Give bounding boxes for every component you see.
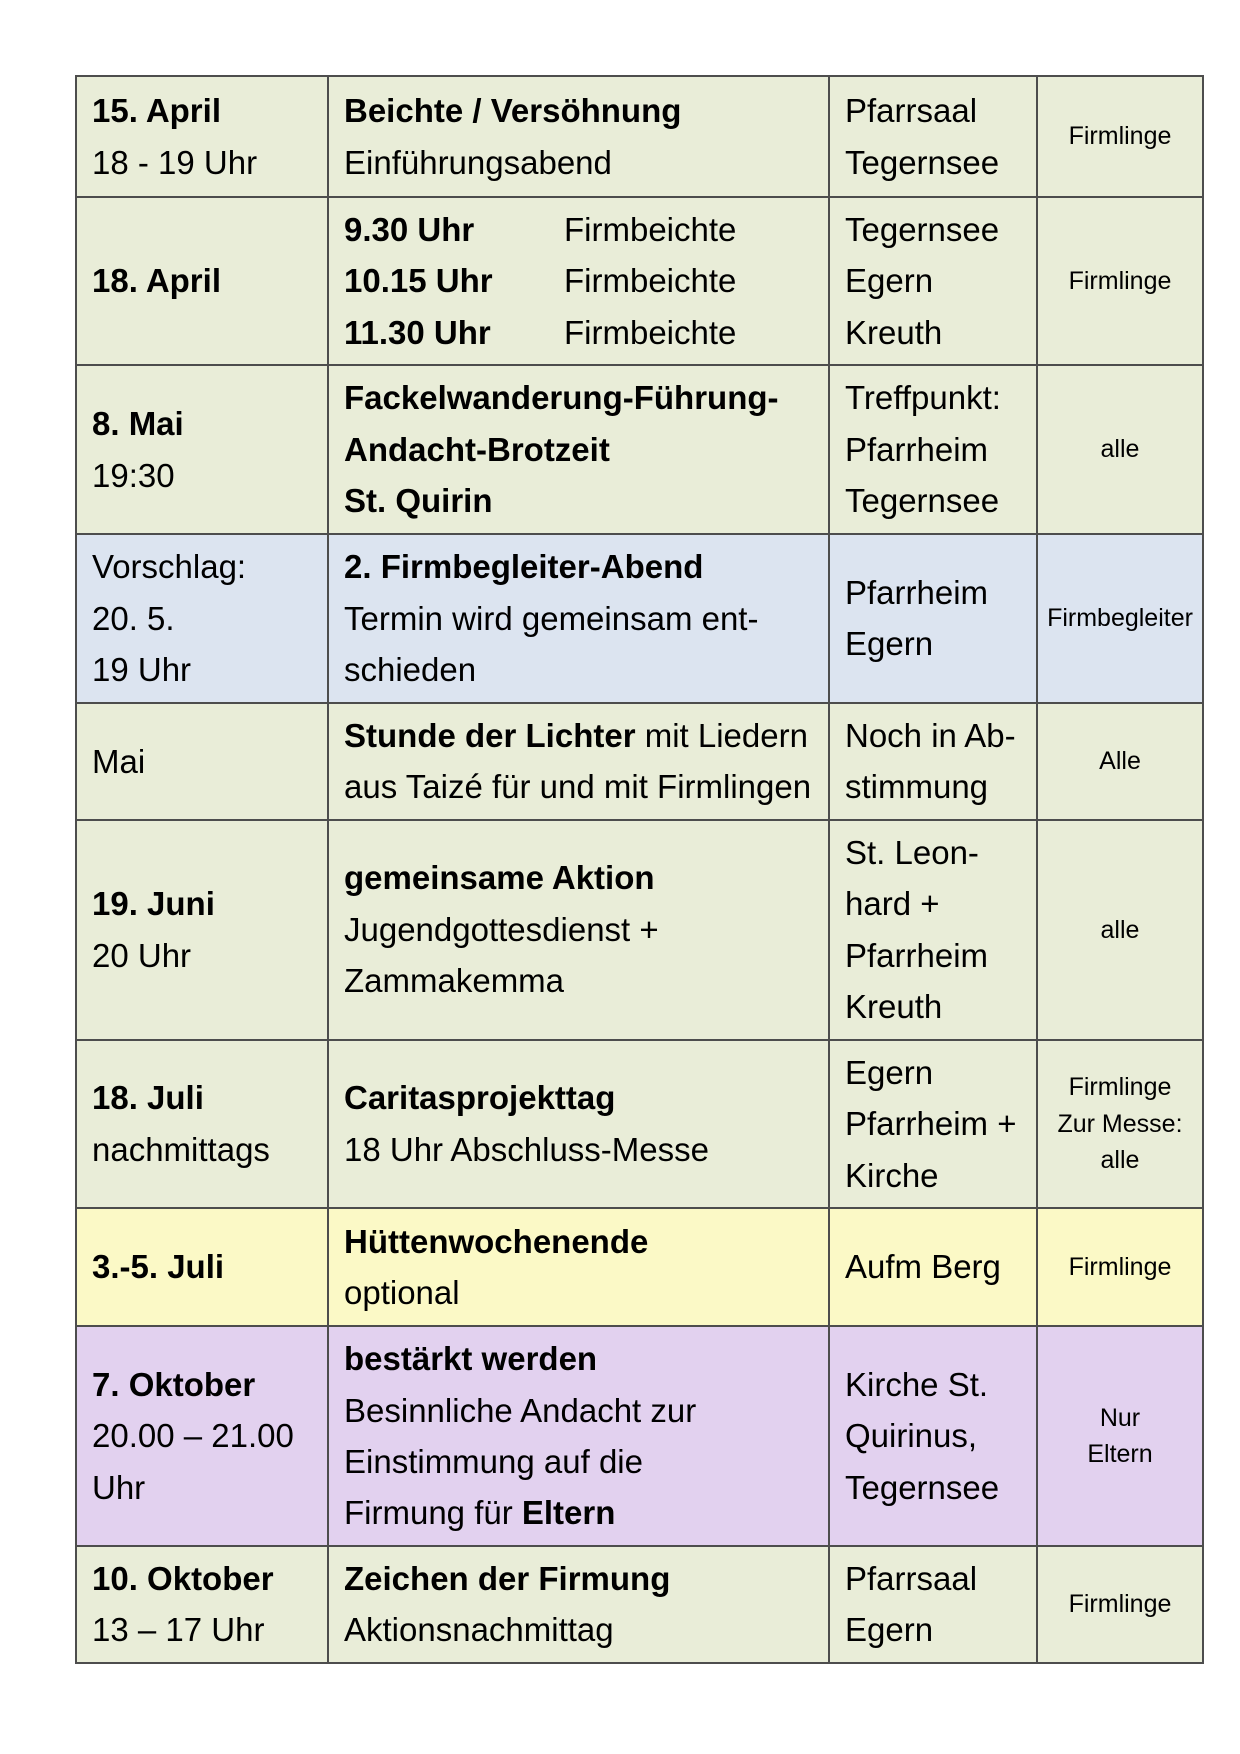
cell-date (76, 1040, 328, 1208)
text-segment: 20.00 – 21.00 (92, 1417, 294, 1455)
text-line (845, 1098, 1034, 1149)
table-row (76, 1040, 1203, 1208)
text-line (344, 1604, 826, 1655)
text-segment: gemeinsame Aktion (344, 859, 655, 897)
text-segment: 2. Firmbegleiter-Abend (344, 548, 704, 586)
text-line (845, 255, 1034, 306)
text-segment: aus Taizé für und mit Firmlingen (344, 768, 812, 806)
text-segment: Firmung für (344, 1494, 522, 1532)
text-segment: Stunde der Lichter (344, 716, 636, 754)
text-segment: hard + (845, 885, 940, 923)
table-row (76, 534, 1203, 703)
text-segment: Treffpunkt: (845, 379, 1001, 417)
text-line (92, 1241, 325, 1292)
text-segment: Tegernsee (845, 482, 1000, 520)
text-segment: St. Quirin (344, 482, 493, 520)
text-segment: Quirinus, (845, 1417, 978, 1455)
text-segment: Fackelwanderung-Führung- (344, 379, 779, 417)
text-line (344, 541, 826, 592)
text-line (344, 475, 826, 526)
table-row (76, 1326, 1203, 1546)
text-segment: Einstimmung auf die (344, 1442, 643, 1480)
text-segment: Firmbeichte (564, 262, 737, 300)
text-segment: Firmbegleiter (1047, 604, 1193, 633)
cell-date (76, 703, 328, 820)
text-segment: 15. April (92, 92, 221, 130)
cell-event (328, 1326, 829, 1546)
text-line (344, 593, 826, 644)
text-segment: Zammakemma (344, 962, 565, 1000)
text-line (845, 475, 1034, 526)
text-line (845, 878, 1034, 929)
text-segment: Pfarrheim + (845, 1105, 1017, 1143)
text-line (344, 1333, 826, 1384)
text-line (344, 1216, 826, 1267)
schedule-table-body (76, 76, 1203, 1663)
text-segment: Tegernsee (845, 211, 1000, 248)
text-line (92, 1072, 325, 1123)
text-segment: 20. 5. (92, 599, 175, 637)
text-segment: Zeichen der Firmung (344, 1559, 671, 1597)
text-line (92, 593, 325, 644)
table-row (76, 820, 1203, 1040)
text-line (344, 1072, 826, 1123)
text-segment: 19:30 (92, 456, 175, 494)
text-segment: Eltern (1087, 1439, 1153, 1468)
text-segment: Pfarrheim (845, 573, 989, 611)
cell-audience (1037, 1326, 1203, 1546)
text-segment: Firmlinge (1068, 1252, 1172, 1281)
text-segment: Egern (845, 625, 934, 663)
text-segment: Aktionsnachmittag (344, 1611, 614, 1649)
text-line (845, 1604, 1034, 1655)
cell-date (76, 534, 328, 703)
text-line (845, 307, 1034, 358)
text-line (344, 1487, 826, 1538)
cell-location (829, 703, 1037, 820)
text-line (845, 424, 1034, 475)
text-line (92, 1124, 325, 1175)
text-segment: 7. Oktober (92, 1365, 256, 1403)
cell-audience (1037, 365, 1203, 533)
text-segment: 10. Oktober (92, 1559, 274, 1597)
cell-date (76, 1326, 328, 1546)
text-segment: Tegernsee (845, 1468, 1000, 1506)
text-segment: nachmittags (92, 1130, 270, 1168)
table-row (76, 703, 1203, 820)
cell-event (328, 820, 829, 1040)
text-segment: schieden (344, 651, 477, 689)
text-line (845, 1150, 1034, 1201)
text-segment: Tegernsee (845, 143, 1000, 181)
text-line (92, 644, 325, 695)
cell-date (76, 1546, 328, 1663)
text-line (344, 307, 826, 358)
text-line (845, 710, 1034, 761)
schedule-table (75, 75, 1204, 1664)
table-row (76, 365, 1203, 533)
text-line (344, 1124, 826, 1175)
text-segment: Kirche (845, 1156, 939, 1194)
text-segment: Caritasprojekttag (344, 1079, 616, 1117)
text-segment: Mai (92, 742, 146, 780)
text-line (845, 981, 1034, 1032)
text-line (344, 710, 826, 761)
text-line (1042, 1400, 1198, 1436)
text-line (344, 424, 826, 475)
text-segment: 18. April (92, 262, 221, 300)
text-line (344, 204, 826, 255)
cell-audience (1037, 703, 1203, 820)
text-segment: alle (1100, 915, 1140, 944)
text-line (92, 450, 325, 501)
cell-date (76, 1208, 328, 1326)
cell-location (829, 1326, 1037, 1546)
text-segment: Kirche St. (845, 1365, 989, 1403)
cell-location (829, 365, 1037, 533)
text-segment: Kreuth (845, 988, 943, 1026)
table-row (76, 197, 1203, 365)
cell-audience (1037, 197, 1203, 365)
text-line (845, 204, 1034, 255)
text-segment: 13 – 17 Uhr (92, 1611, 265, 1649)
text-segment: Jugendgottesdienst + (344, 910, 659, 948)
table-row (76, 76, 1203, 197)
text-line (1042, 1586, 1198, 1622)
text-segment: Firmlinge (1068, 122, 1172, 151)
text-line (1042, 118, 1198, 154)
cell-audience (1037, 1208, 1203, 1326)
cell-audience (1037, 76, 1203, 197)
cell-location (829, 1208, 1037, 1326)
text-line (344, 1553, 826, 1604)
text-line (1042, 912, 1198, 948)
text-line (1042, 431, 1198, 467)
text-line (845, 1462, 1034, 1513)
text-line (845, 137, 1034, 188)
cell-event (328, 1546, 829, 1663)
text-segment: 18 - 19 Uhr (92, 143, 258, 181)
cell-event (328, 534, 829, 703)
text-segment: Zur Messe: (1057, 1109, 1183, 1138)
text-line (845, 1359, 1034, 1410)
text-segment: Firmlinge (1068, 1073, 1172, 1102)
table-row (76, 1546, 1203, 1663)
text-segment: Firmbeichte (564, 313, 737, 351)
table-row (76, 1208, 1203, 1326)
text-line (344, 761, 826, 812)
text-segment: Termin wird gemeinsam ent- (344, 599, 759, 637)
text-segment: 19. Juni (92, 885, 215, 923)
text-line (845, 930, 1034, 981)
text-line (344, 1385, 826, 1436)
text-segment: Firmbeichte (564, 211, 737, 248)
cell-date (76, 820, 328, 1040)
cell-date (76, 76, 328, 197)
cell-event (328, 197, 829, 365)
text-line (845, 618, 1034, 669)
text-segment: alle (1100, 1145, 1140, 1174)
text-segment: Pfarrsaal (845, 1559, 978, 1597)
text-line (845, 372, 1034, 423)
cell-location (829, 820, 1037, 1040)
text-line (845, 1553, 1034, 1604)
text-segment: Kreuth (845, 313, 943, 351)
text-segment: Pfarrsaal (845, 92, 978, 130)
text-segment: 9.30 Uhr (344, 211, 475, 248)
text-line (92, 1604, 325, 1655)
text-segment: optional (344, 1274, 460, 1312)
text-line (344, 372, 826, 423)
text-line (344, 137, 826, 188)
text-line (344, 85, 826, 136)
text-segment: Pfarrheim (845, 430, 989, 468)
text-line (1042, 600, 1198, 636)
text-line (92, 878, 325, 929)
text-segment: 8. Mai (92, 405, 184, 443)
cell-audience (1037, 1546, 1203, 1663)
text-line (92, 736, 325, 787)
text-line (845, 761, 1034, 812)
text-line (92, 398, 325, 449)
text-segment: 18 Uhr Abschluss-Messe (344, 1130, 709, 1168)
cell-location (829, 197, 1037, 365)
text-segment: 19 Uhr (92, 651, 192, 689)
cell-date (76, 197, 328, 365)
text-line (92, 1462, 325, 1513)
text-segment: Vorschlag: (92, 548, 247, 586)
text-line (1042, 263, 1198, 299)
cell-location (829, 534, 1037, 703)
text-segment: St. Leon- (845, 833, 979, 871)
cell-event (328, 1040, 829, 1208)
text-line (344, 904, 826, 955)
text-line (92, 255, 325, 306)
text-segment: Noch in Ab- (845, 716, 1016, 754)
text-line (92, 1359, 325, 1410)
text-line (92, 1410, 325, 1461)
cell-audience (1037, 1040, 1203, 1208)
text-segment: Beichte / Versöhnung (344, 92, 682, 130)
text-line (344, 644, 826, 695)
text-line (344, 255, 826, 306)
text-line (845, 1241, 1034, 1292)
text-line (1042, 743, 1198, 779)
text-segment: Pfarrheim (845, 936, 989, 974)
text-segment: Alle (1099, 747, 1141, 776)
text-segment: Firmlinge (1068, 267, 1172, 296)
text-segment: Uhr (92, 1468, 146, 1506)
text-segment: Firmlinge (1068, 1590, 1172, 1619)
text-line (845, 567, 1034, 618)
text-segment: 11.30 Uhr (344, 313, 491, 351)
cell-event (328, 365, 829, 533)
cell-event (328, 76, 829, 197)
text-line (845, 1047, 1034, 1098)
cell-event (328, 1208, 829, 1326)
text-segment: Egern (845, 1053, 934, 1091)
cell-audience (1037, 820, 1203, 1040)
text-segment: 20 Uhr (92, 936, 192, 974)
text-segment: Egern (845, 1611, 934, 1649)
text-segment: Nur (1099, 1403, 1141, 1432)
text-line (92, 930, 325, 981)
text-line (92, 1553, 325, 1604)
text-line (1042, 1142, 1198, 1178)
text-segment: stimmung (845, 768, 989, 806)
text-segment: bestärkt werden (344, 1340, 598, 1378)
text-segment: Andacht-Brotzeit (344, 430, 610, 468)
text-segment: alle (1100, 435, 1140, 464)
text-segment: Besinnliche Andacht zur (344, 1391, 697, 1429)
text-line (1042, 1436, 1198, 1472)
text-segment: Einführungsabend (344, 143, 612, 181)
cell-location (829, 1040, 1037, 1208)
text-line (344, 1436, 826, 1487)
text-line (344, 955, 826, 1006)
text-line (845, 827, 1034, 878)
text-line (1042, 1069, 1198, 1105)
text-line (845, 1410, 1034, 1461)
text-line (1042, 1249, 1198, 1285)
cell-audience (1037, 534, 1203, 703)
text-line (1042, 1106, 1198, 1142)
text-line (845, 85, 1034, 136)
text-line (344, 852, 826, 903)
cell-location (829, 1546, 1037, 1663)
text-line (344, 1267, 826, 1318)
cell-date (76, 365, 328, 533)
text-line (92, 541, 325, 592)
text-segment: 10.15 Uhr (344, 262, 493, 300)
text-segment: Aufm Berg (845, 1248, 1001, 1286)
text-segment: Eltern (521, 1494, 616, 1532)
text-segment: Hüttenwochenende (344, 1222, 649, 1260)
text-line (92, 85, 325, 136)
text-segment: 3.-5. Juli (92, 1248, 225, 1286)
text-segment: 18. Juli (92, 1079, 204, 1117)
text-line (92, 137, 325, 188)
cell-location (829, 76, 1037, 197)
cell-event (328, 703, 829, 820)
text-segment: mit Liedern (635, 716, 808, 754)
text-segment: Egern (845, 262, 934, 300)
